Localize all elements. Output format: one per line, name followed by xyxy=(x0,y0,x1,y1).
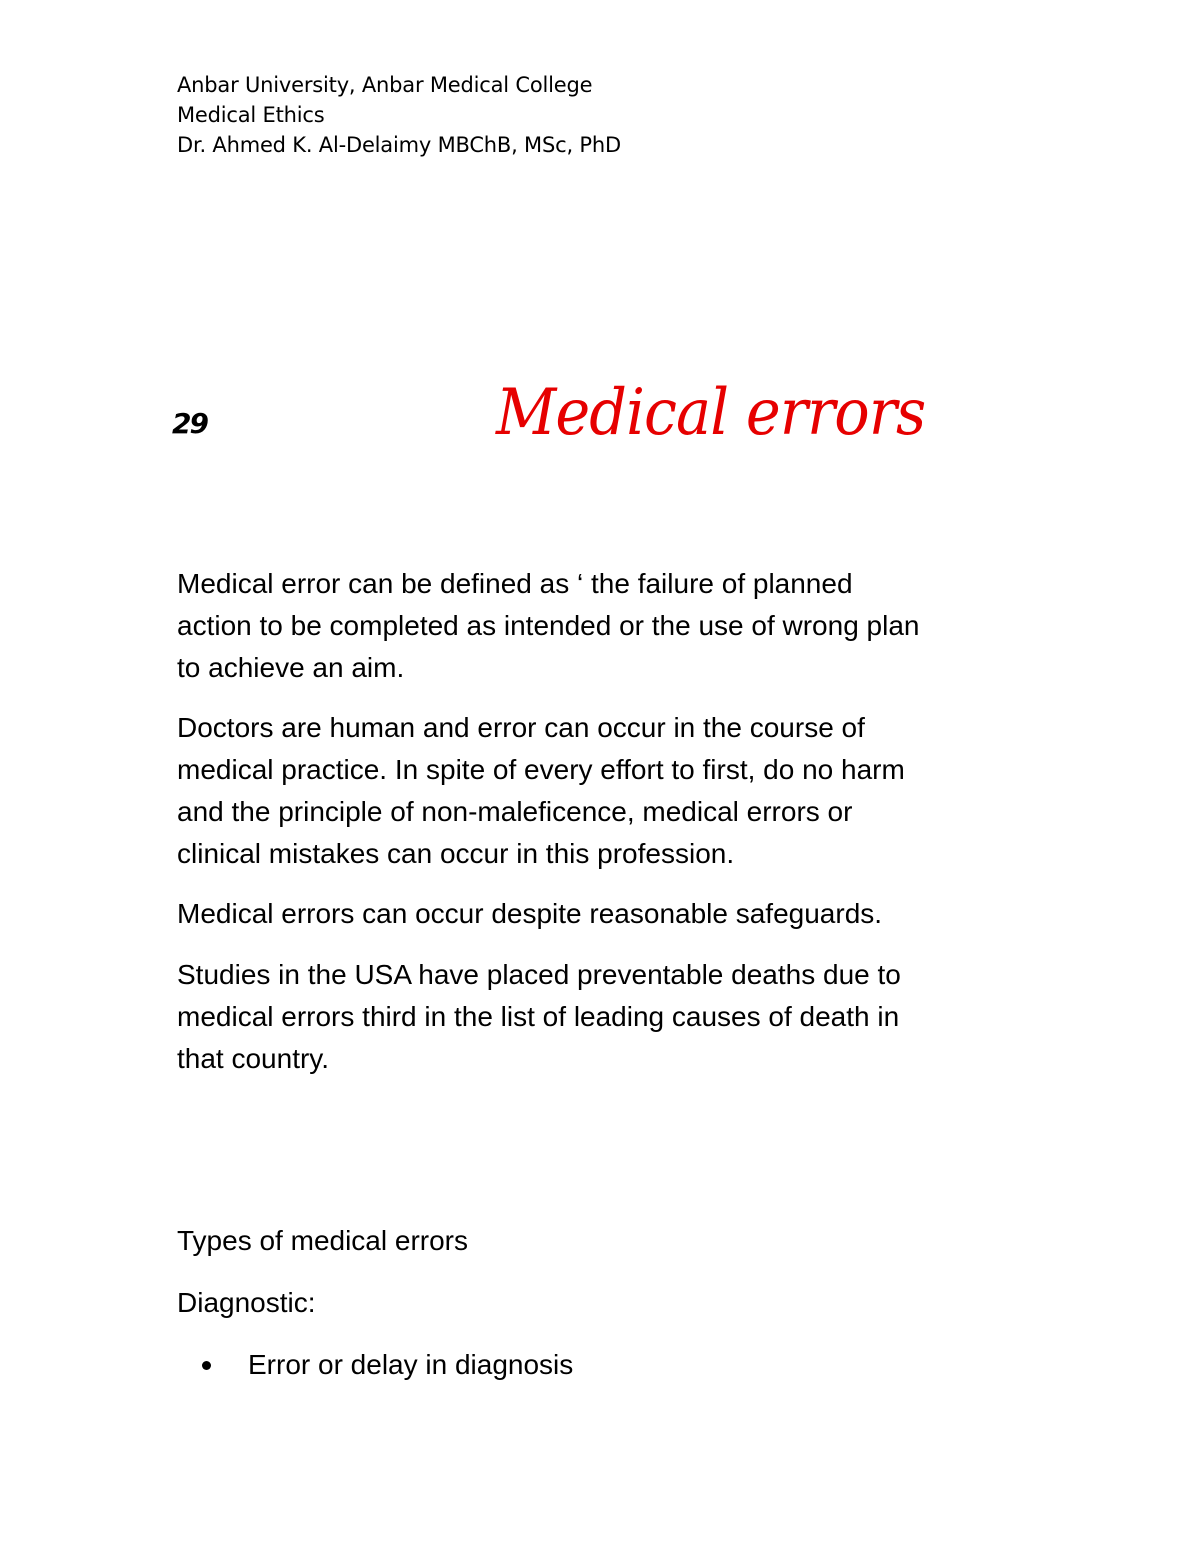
text-line: clinical mistakes can occur in this profession. xyxy=(177,838,735,869)
text-line: action to be completed as intended or the use of wrong plan xyxy=(177,610,920,641)
text-line: Medical error can be defined as ‘ the failure of planned xyxy=(177,568,853,599)
types-heading: Types of medical errors xyxy=(177,1225,468,1256)
diagnostic-label: Diagnostic: xyxy=(177,1287,316,1318)
usa-studies-paragraph xyxy=(177,954,901,1080)
list-item-text: Error or delay in diagnosis xyxy=(248,1349,574,1380)
chapter-title: Medical errors xyxy=(496,376,926,450)
human-error-paragraph xyxy=(177,707,905,875)
text-line: Studies in the USA have placed preventable deaths due to xyxy=(177,959,901,990)
bullet-icon xyxy=(202,1361,211,1370)
text-line: that country. xyxy=(177,1043,330,1074)
chapter-number: 29 xyxy=(172,407,207,440)
text-line: and the principle of non-maleficence, medical errors or xyxy=(177,796,853,827)
text-line: Medical errors can occur despite reasonable safeguards. xyxy=(177,898,883,929)
institution-line: Anbar University, Anbar Medical College xyxy=(177,73,593,97)
text-line: to achieve an aim. xyxy=(177,652,405,683)
document-header xyxy=(177,70,621,160)
text-line: medical practice. In spite of every effort to first, do no harm xyxy=(177,754,905,785)
text-line: Doctors are human and error can occur in the course of xyxy=(177,712,865,743)
definition-paragraph xyxy=(177,563,920,689)
course-line: Medical Ethics xyxy=(177,103,325,127)
safeguards-paragraph xyxy=(177,893,882,935)
author-line: Dr. Ahmed K. Al-Delaimy MBChB, MSc, PhD xyxy=(177,133,621,157)
text-line: medical errors third in the list of leading causes of death in xyxy=(177,1001,900,1032)
